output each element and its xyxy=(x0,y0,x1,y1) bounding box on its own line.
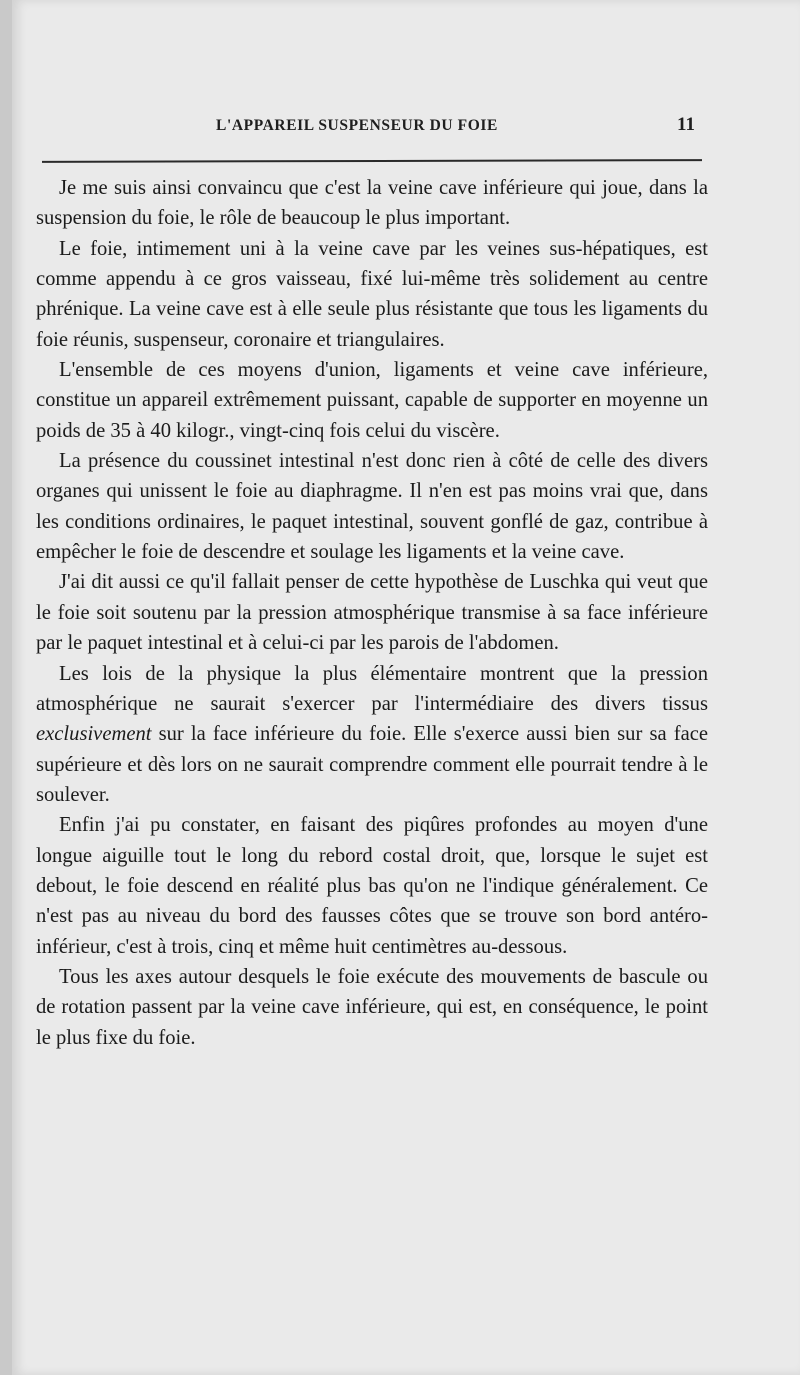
paragraph: Tous les axes autour desquels le foie exécute des mouvements de bascule ou de rotation passent par la veine cave inférieure, qui est, en conséquence, le point le plus fixe du foie. xyxy=(36,965,708,1049)
page-header xyxy=(42,112,695,144)
body-text xyxy=(36,173,708,1053)
paragraph: L'ensemble de ces moyens d'union, ligaments et veine cave inférieure, constitue un appareil extrêmement puissant, capable de supporter en moyenne un poids de 35 à 40 kilogr., vingt-cinq fois celui du viscère. xyxy=(36,359,708,442)
paragraph: Enfin j'ai pu constater, en faisant des piqûres profondes au moyen d'une longue aiguille tout le long du rebord costal droit, que, lorsque le sujet est debout, le foie descend en réalité plus bas qu'on ne l'indique généralement. Ce n'est pas au niveau du bord des fausses côtes que se trouve son bord antéro-inférieur, c'est à trois, cinq et même huit centimètres au-dessous. xyxy=(36,814,708,958)
paragraph: Le foie, intimement uni à la veine cave par les veines sus-hépatiques, est comme appendu à ce gros vaisseau, fixé lui-même très solidement au centre phrénique. La veine cave est à elle seule plus résistante que tous les ligaments du foie réunis, suspenseur, coronaire et triangulaires. xyxy=(36,237,708,351)
paragraph-text: Les lois de la physique la plus élémentaire montrent que la pression atmosphérique ne saurait s'exercer par l'intermédiaire des divers tissus xyxy=(36,662,708,715)
paragraph: J'ai dit aussi ce qu'il fallait penser de cette hypothèse de Luschka qui veut que le foie soit soutenu par la pression atmosphérique transmise à sa face inférieure par le paquet intestinal et à celui-ci par les parois de l'abdomen. xyxy=(36,571,708,655)
book-page xyxy=(12,0,800,1375)
paragraph xyxy=(36,659,708,811)
header-rule xyxy=(42,159,702,163)
paragraph-text: sur la face inférieure du foie. Elle s'exerce aussi bien sur sa face supérieure et dès lors on ne saurait comprendre comment elle pourrait tendre à le soulever. xyxy=(36,723,708,806)
emphasized-word: exclusivement xyxy=(36,723,152,746)
paragraph: La présence du coussinet intestinal n'est donc rien à côté de celle des divers organes qui unissent le foie au diaphragme. Il n'en est pas moins vrai que, dans les conditions ordinaires, le paquet intestinal, souvent gonflé de gaz, contribue à empêcher le foie de descendre et soulage les ligaments et la veine cave. xyxy=(36,450,708,564)
paragraph: Je me suis ainsi convaincu que c'est la veine cave inférieure qui joue, dans la suspension du foie, le rôle de beaucoup le plus important. xyxy=(36,177,708,230)
running-title: L'APPAREIL SUSPENSEUR DU FOIE xyxy=(216,117,498,134)
page-number: 11 xyxy=(677,114,695,135)
